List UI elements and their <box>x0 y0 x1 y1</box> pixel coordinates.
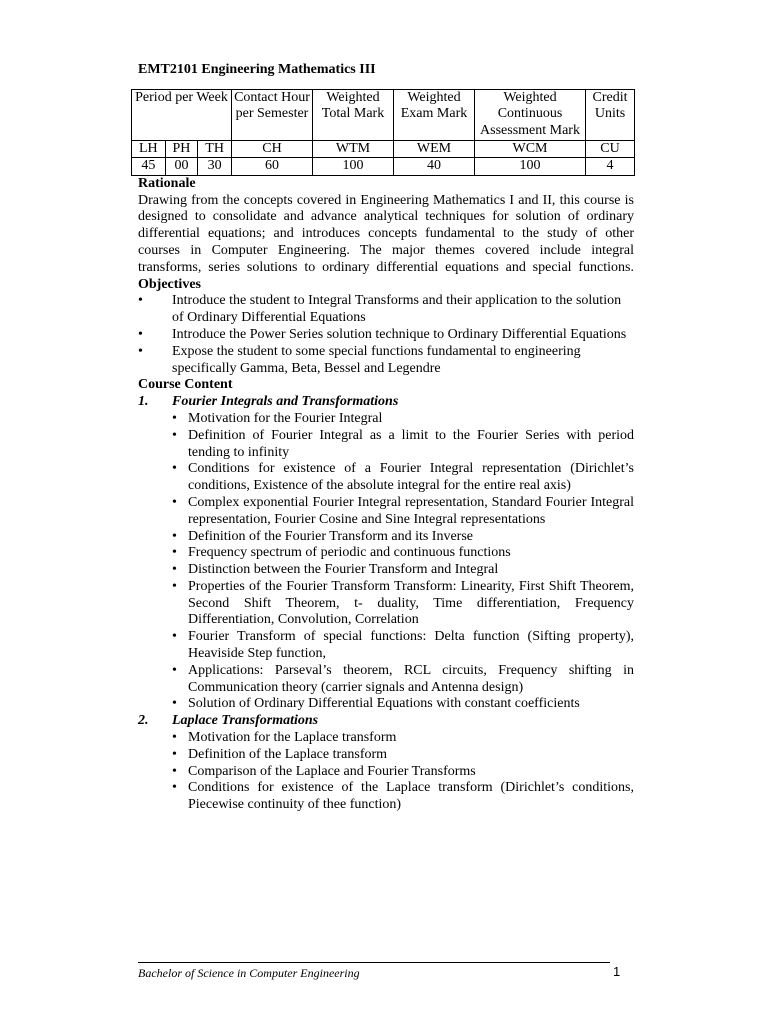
list-item <box>172 662 634 697</box>
abbr-cell: LH <box>132 140 166 158</box>
objective-item <box>138 293 634 327</box>
bullet-icon: • <box>172 410 177 426</box>
value-cell: 60 <box>232 158 313 176</box>
list-item-text: Fourier Transform of special functions: Delta function (Sifting property), Heaviside Step function, <box>188 629 634 662</box>
objective-text: Introduce the student to Integral Transforms and their application to the solution of Ordinary Differential Equations <box>172 293 622 326</box>
section-heading <box>138 394 634 411</box>
list-item-text: Distinction between the Fourier Transform and Integral <box>188 562 499 578</box>
page-footer: Bachelor of Science in Computer Engineering <box>138 962 610 981</box>
bullet-icon: • <box>172 629 177 645</box>
list-item-text: Frequency spectrum of periodic and continuous functions <box>188 545 511 561</box>
section-number: 1. <box>138 394 149 410</box>
header-contact: Contact Hour per Semester <box>232 89 313 140</box>
section-title: Laplace Transformations <box>172 713 319 729</box>
list-item-text: Conditions for existence of a Fourier Integral representation (Dirichlet’s conditions, Existence of the absolute integral for the entire real axis) <box>188 461 634 494</box>
section-item-list <box>138 730 634 814</box>
document-page <box>135 62 634 814</box>
bullet-icon: • <box>138 326 143 342</box>
list-item <box>172 494 634 529</box>
list-item <box>172 746 634 764</box>
list-item-text: Motivation for the Fourier Integral <box>188 410 383 426</box>
bullet-icon: • <box>172 427 177 443</box>
value-cell: 30 <box>198 158 232 176</box>
abbr-cell: TH <box>198 140 232 158</box>
abbr-cell: PH <box>165 140 198 158</box>
table-header-row <box>132 89 635 140</box>
list-item <box>172 696 634 713</box>
list-item <box>172 780 634 814</box>
rationale-paragraph <box>138 193 634 294</box>
value-cell: 45 <box>132 158 166 176</box>
list-item <box>172 629 634 663</box>
section-number: 2. <box>138 713 149 729</box>
value-cell: 100 <box>313 158 394 176</box>
header-wcm: Weighted Continuous Assessment Mark <box>475 89 586 140</box>
list-item-text: Motivation for the Laplace transform <box>188 730 397 746</box>
abbr-cell: WCM <box>475 140 586 158</box>
bullet-icon: • <box>172 730 177 746</box>
list-item <box>172 562 634 579</box>
abbr-cell: CH <box>232 140 313 158</box>
bullet-icon: • <box>172 746 177 762</box>
objectives-heading: Objectives <box>138 276 201 292</box>
value-cell: 4 <box>586 158 635 176</box>
bullet-icon: • <box>172 780 177 796</box>
course-content-heading: Course Content <box>138 377 233 393</box>
table-value-row <box>132 158 635 176</box>
list-item-text: Solution of Ordinary Differential Equations with constant coefficients <box>188 696 580 712</box>
section-heading <box>138 713 634 730</box>
header-cu: Credit Units <box>586 89 635 140</box>
header-wtm: Weighted Total Mark <box>313 89 394 140</box>
course-title: EMT2101 Engineering Mathematics III <box>138 62 376 77</box>
list-item-text: Definition of Fourier Integral as a limit to the Fourier Series with period tending to infinity <box>188 427 634 460</box>
objective-text: Introduce the Power Series solution technique to Ordinary Differential Equations <box>172 326 627 342</box>
header-wem: Weighted Exam Mark <box>394 89 475 140</box>
list-item-text: Comparison of the Laplace and Fourier Transforms <box>188 763 476 779</box>
abbr-cell: WEM <box>394 140 475 158</box>
list-item <box>172 730 634 747</box>
bullet-icon: • <box>172 763 177 779</box>
list-item <box>172 410 634 428</box>
objective-item <box>138 327 634 344</box>
bullet-icon: • <box>172 696 177 712</box>
bullet-icon: • <box>138 343 143 359</box>
list-item <box>172 578 634 629</box>
section-title: Fourier Integrals and Transformations <box>172 394 399 410</box>
bullet-icon: • <box>172 578 177 594</box>
page-number: 1 <box>613 964 621 979</box>
rationale-text: Drawing from the concepts covered in Engineering Mathematics I and II, this course is designed to consolidate and advance analytical techniques for solution of ordinary differential equations; and introduces concepts fundamental to the study of other courses in Computer Engineering. The major themes covered include integral transforms, series solutions to ordinary differential equations and special functions. <box>138 192 634 275</box>
table-abbr-row <box>132 140 635 158</box>
bullet-icon: • <box>172 494 177 510</box>
list-item-text: Definition of the Laplace transform <box>188 746 388 762</box>
value-cell: 100 <box>475 158 586 176</box>
list-item-text: Definition of the Fourier Transform and its Inverse <box>188 528 474 544</box>
header-period: Period per Week <box>132 89 232 140</box>
abbr-cell: CU <box>586 140 635 158</box>
course-info-table <box>131 89 635 176</box>
bullet-icon: • <box>138 293 143 309</box>
objective-text: Expose the student to some special functions fundamental to engineering specifically Gamma, Beta, Bessel and Legendre <box>172 343 581 376</box>
list-item <box>172 763 634 781</box>
list-item <box>172 545 634 562</box>
list-item-text: Applications: Parseval’s theorem, RCL circuits, Frequency shifting in Communication theory (carrier signals and Antenna design) <box>188 662 634 695</box>
list-item-text: Conditions for existence of the Laplace transform (Dirichlet’s conditions, Piecewise continuity of thee function) <box>188 780 634 813</box>
rationale-heading: Rationale <box>138 175 196 191</box>
bullet-icon: • <box>172 528 177 544</box>
list-item <box>172 461 634 495</box>
bullet-icon: • <box>172 662 177 678</box>
list-item <box>172 528 634 546</box>
objective-item <box>138 344 634 378</box>
bullet-icon: • <box>172 545 177 561</box>
value-cell: 40 <box>394 158 475 176</box>
list-item-text: Complex exponential Fourier Integral representation, Standard Fourier Integral representation, Fourier Cosine and Sine Integral representations <box>188 494 634 527</box>
abbr-cell: WTM <box>313 140 394 158</box>
list-item <box>172 427 634 462</box>
bullet-icon: • <box>172 562 177 578</box>
list-item-text: Properties of the Fourier Transform Transform: Linearity, First Shift Theorem, Second Shift Theorem, t- duality, Time differentiation, Frequency Differentiation, Convolution, Correlation <box>188 578 634 628</box>
section-item-list <box>138 411 634 713</box>
bullet-icon: • <box>172 461 177 477</box>
value-cell: 00 <box>165 158 198 176</box>
